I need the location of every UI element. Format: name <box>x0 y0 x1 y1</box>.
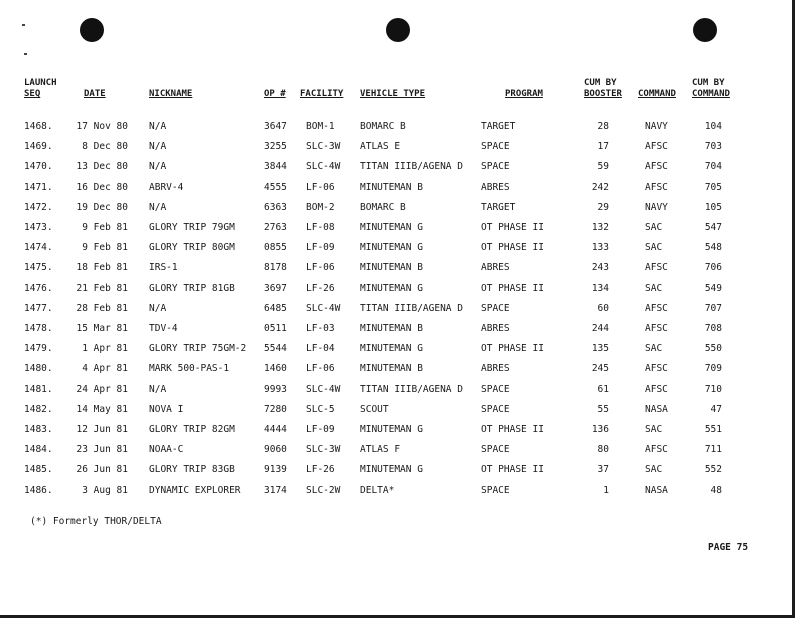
launch-seq-cell: 1482. <box>24 403 53 415</box>
launch-seq-cell: 1474. <box>24 242 53 254</box>
cum-command-cell: 48 <box>710 484 722 496</box>
facility-cell: LF-06 <box>306 181 335 193</box>
vehicle-type-cell: MINUTEMAN G <box>360 282 423 294</box>
op-number-cell: 0511 <box>264 323 287 334</box>
launch-seq-cell: 1472. <box>24 201 53 213</box>
cum-booster-cell: 245 <box>591 363 609 375</box>
command-cell: AFSC <box>645 323 668 334</box>
cum-booster-cell: 244 <box>591 323 609 334</box>
cum-booster-cell: 80 <box>597 444 609 456</box>
nickname-cell: N/A <box>149 383 167 395</box>
cum-booster-cell: 55 <box>597 403 609 415</box>
command-cell: AFSC <box>645 383 668 395</box>
facility-cell: LF-03 <box>306 323 335 334</box>
op-number-cell: 3174 <box>264 484 287 496</box>
command-cell: AFSC <box>645 262 668 274</box>
facility-cell: SLC-3W <box>306 444 341 456</box>
op-number-cell: 7280 <box>264 403 287 415</box>
program-cell: OT PHASE II <box>481 282 544 294</box>
date-cell: 9 Feb 81 <box>82 242 128 254</box>
launch-seq-cell: 1485. <box>24 464 53 476</box>
date-cell: 23 Jun 81 <box>76 444 128 456</box>
date-cell: 4 Apr 81 <box>82 363 128 375</box>
date-cell: 28 Feb 81 <box>76 302 128 314</box>
cum-booster-cell: 59 <box>597 161 609 173</box>
launch-seq-cell: 1468. <box>24 121 53 132</box>
cum-command-cell: 47 <box>710 403 722 415</box>
header-op: OP # <box>264 89 286 99</box>
nickname-cell: MARK 500-PAS-1 <box>149 363 230 375</box>
program-cell: SPACE <box>481 141 510 153</box>
table-row <box>0 283 795 297</box>
facility-cell: LF-26 <box>306 464 335 476</box>
date-cell: 24 Apr 81 <box>76 383 128 395</box>
op-number-cell: 4444 <box>264 424 287 435</box>
page-number: PAGE 75 <box>708 542 749 553</box>
facility-cell: LF-08 <box>306 222 335 233</box>
op-number-cell: 2763 <box>264 222 287 233</box>
cum-booster-cell: 60 <box>597 302 609 314</box>
nickname-cell: N/A <box>149 121 167 132</box>
nickname-cell: GLORY TRIP 80GM <box>149 242 235 254</box>
program-cell: OT PHASE II <box>481 242 544 254</box>
table-row <box>0 343 795 357</box>
nickname-cell: NOVA I <box>149 403 184 415</box>
table-row <box>0 121 795 135</box>
vehicle-type-cell: MINUTEMAN B <box>360 262 423 274</box>
launch-seq-cell: 1469. <box>24 141 53 153</box>
program-cell: TARGET <box>481 201 516 213</box>
command-cell: SAC <box>645 424 663 435</box>
program-cell: OT PHASE II <box>481 464 544 476</box>
scan-speck <box>24 53 27 55</box>
launch-seq-cell: 1471. <box>24 181 53 193</box>
cum-booster-cell: 134 <box>591 282 609 294</box>
launch-seq-cell: 1483. <box>24 424 53 435</box>
op-number-cell: 6363 <box>264 201 287 213</box>
program-cell: ABRES <box>481 181 510 193</box>
table-row <box>0 141 795 155</box>
op-number-cell: 3255 <box>264 141 287 153</box>
vehicle-type-cell: SCOUT <box>360 403 389 415</box>
table-row <box>0 262 795 276</box>
cum-booster-cell: 61 <box>597 383 609 395</box>
header-cum-command-line2: COMMAND <box>692 89 730 99</box>
op-number-cell: 0855 <box>264 242 287 254</box>
cum-command-cell: 706 <box>704 262 722 274</box>
cum-booster-cell: 28 <box>597 121 609 132</box>
cum-booster-cell: 243 <box>591 262 609 274</box>
facility-cell: SLC-3W <box>306 141 341 153</box>
facility-cell: LF-09 <box>306 424 335 435</box>
date-cell: 13 Dec 80 <box>76 161 128 173</box>
facility-cell: SLC-4W <box>306 383 341 395</box>
table-row <box>0 242 795 256</box>
cum-command-cell: 704 <box>704 161 722 173</box>
vehicle-type-cell: TITAN IIIB/AGENA D <box>360 161 463 173</box>
nickname-cell: GLORY TRIP 82GM <box>149 424 235 435</box>
cum-command-cell: 549 <box>704 282 722 294</box>
punch-hole-center <box>386 18 410 42</box>
vehicle-type-cell: MINUTEMAN B <box>360 363 423 375</box>
date-cell: 17 Nov 80 <box>76 121 128 132</box>
vehicle-type-cell: MINUTEMAN G <box>360 242 423 254</box>
header-program: PROGRAM <box>505 89 543 99</box>
vehicle-type-cell: MINUTEMAN G <box>360 464 423 476</box>
launch-seq-cell: 1477. <box>24 302 53 314</box>
table-row <box>0 303 795 317</box>
table-row <box>0 485 795 499</box>
program-cell: ABRES <box>481 262 510 274</box>
nickname-cell: NOAA-C <box>149 444 184 456</box>
program-cell: ABRES <box>481 363 510 375</box>
cum-command-cell: 709 <box>704 363 722 375</box>
cum-command-cell: 708 <box>704 323 722 334</box>
date-cell: 3 Aug 81 <box>82 484 128 496</box>
header-facility: FACILITY <box>300 89 344 99</box>
command-cell: SAC <box>645 242 663 254</box>
header-cum-command-line1: CUM BY <box>692 78 725 88</box>
cum-booster-cell: 37 <box>597 464 609 476</box>
op-number-cell: 6485 <box>264 302 287 314</box>
vehicle-type-cell: MINUTEMAN G <box>360 343 423 355</box>
op-number-cell: 4555 <box>264 181 287 193</box>
launch-seq-cell: 1486. <box>24 484 53 496</box>
command-cell: AFSC <box>645 302 668 314</box>
header-launch-seq-line1: LAUNCH <box>24 78 57 88</box>
cum-command-cell: 548 <box>704 242 722 254</box>
facility-cell: LF-26 <box>306 282 335 294</box>
facility-cell: LF-09 <box>306 242 335 254</box>
nickname-cell: N/A <box>149 302 167 314</box>
vehicle-type-cell: ATLAS E <box>360 141 401 153</box>
scan-speck <box>22 24 25 26</box>
header-vehicle-type: VEHICLE TYPE <box>360 89 426 99</box>
vehicle-type-cell: MINUTEMAN G <box>360 222 423 233</box>
date-cell: 1 Apr 81 <box>82 343 128 355</box>
command-cell: AFSC <box>645 161 668 173</box>
launch-seq-cell: 1475. <box>24 262 53 274</box>
table-row <box>0 404 795 418</box>
table-row <box>0 444 795 458</box>
command-cell: NASA <box>645 484 668 496</box>
op-number-cell: 8178 <box>264 262 287 274</box>
nickname-cell: GLORY TRIP 79GM <box>149 222 235 233</box>
vehicle-type-cell: MINUTEMAN G <box>360 424 423 435</box>
program-cell: OT PHASE II <box>481 424 544 435</box>
table-row <box>0 464 795 478</box>
program-cell: TARGET <box>481 121 516 132</box>
vehicle-type-cell: ATLAS F <box>360 444 401 456</box>
header-cum-booster <box>584 78 622 100</box>
program-cell: ABRES <box>481 323 510 334</box>
cum-command-cell: 705 <box>704 181 722 193</box>
cum-command-cell: 707 <box>704 302 722 314</box>
cum-booster-cell: 135 <box>591 343 609 355</box>
nickname-cell: IRS-1 <box>149 262 178 274</box>
command-cell: AFSC <box>645 444 668 456</box>
command-cell: NAVY <box>645 201 668 213</box>
command-cell: NASA <box>645 403 668 415</box>
launch-seq-cell: 1470. <box>24 161 53 173</box>
program-cell: SPACE <box>481 403 510 415</box>
cum-booster-cell: 133 <box>591 242 609 254</box>
cum-command-cell: 711 <box>704 444 722 456</box>
op-number-cell: 3647 <box>264 121 287 132</box>
footnote: (*) Formerly THOR/DELTA <box>30 516 162 527</box>
nickname-cell: GLORY TRIP 83GB <box>149 464 235 476</box>
program-cell: SPACE <box>481 161 510 173</box>
launch-seq-cell: 1476. <box>24 282 53 294</box>
table-row <box>0 384 795 398</box>
cum-command-cell: 550 <box>704 343 722 355</box>
nickname-cell: GLORY TRIP 75GM-2 <box>149 343 247 355</box>
header-cum-command <box>692 78 730 100</box>
nickname-cell: GLORY TRIP 81GB <box>149 282 235 294</box>
header-nickname: NICKNAME <box>149 89 193 99</box>
vehicle-type-cell: BOMARC B <box>360 201 406 213</box>
launch-seq-cell: 1484. <box>24 444 53 456</box>
vehicle-type-cell: BOMARC B <box>360 121 406 132</box>
vehicle-type-cell: DELTA* <box>360 484 395 496</box>
cum-booster-cell: 242 <box>591 181 609 193</box>
op-number-cell: 3697 <box>264 282 287 294</box>
program-cell: SPACE <box>481 484 510 496</box>
command-cell: AFSC <box>645 363 668 375</box>
table-row <box>0 424 795 438</box>
launch-seq-cell: 1481. <box>24 383 53 395</box>
date-cell: 26 Jun 81 <box>76 464 128 476</box>
program-cell: SPACE <box>481 302 510 314</box>
date-cell: 18 Feb 81 <box>76 262 128 274</box>
op-number-cell: 9993 <box>264 383 287 395</box>
command-cell: AFSC <box>645 181 668 193</box>
program-cell: OT PHASE II <box>481 222 544 233</box>
facility-cell: LF-06 <box>306 262 335 274</box>
cum-booster-cell: 1 <box>603 484 609 496</box>
cum-command-cell: 547 <box>704 222 722 233</box>
program-cell: OT PHASE II <box>481 343 544 355</box>
date-cell: 19 Dec 80 <box>76 201 128 213</box>
header-cum-booster-line1: CUM BY <box>584 78 617 88</box>
vehicle-type-cell: TITAN IIIB/AGENA D <box>360 302 463 314</box>
nickname-cell: TDV-4 <box>149 323 178 334</box>
op-number-cell: 5544 <box>264 343 287 355</box>
table-row <box>0 222 795 236</box>
command-cell: AFSC <box>645 141 668 153</box>
op-number-cell: 3844 <box>264 161 287 173</box>
nickname-cell: DYNAMIC EXPLORER <box>149 484 241 496</box>
facility-cell: SLC-4W <box>306 302 341 314</box>
cum-command-cell: 552 <box>704 464 722 476</box>
vehicle-type-cell: MINUTEMAN B <box>360 181 423 193</box>
date-cell: 16 Dec 80 <box>76 181 128 193</box>
punch-hole-right <box>693 18 717 42</box>
nickname-cell: ABRV-4 <box>149 181 184 193</box>
date-cell: 21 Feb 81 <box>76 282 128 294</box>
facility-cell: BOM-1 <box>306 121 335 132</box>
command-cell: NAVY <box>645 121 668 132</box>
program-cell: SPACE <box>481 444 510 456</box>
nickname-cell: N/A <box>149 141 167 153</box>
vehicle-type-cell: TITAN IIIB/AGENA D <box>360 383 463 395</box>
header-command: COMMAND <box>638 89 676 99</box>
cum-command-cell: 105 <box>704 201 722 213</box>
date-cell: 12 Jun 81 <box>76 424 128 435</box>
launch-seq-cell: 1480. <box>24 363 53 375</box>
launch-seq-cell: 1478. <box>24 323 53 334</box>
op-number-cell: 9060 <box>264 444 287 456</box>
op-number-cell: 1460 <box>264 363 287 375</box>
vehicle-type-cell: MINUTEMAN B <box>360 323 423 334</box>
cum-command-cell: 703 <box>704 141 722 153</box>
header-cum-booster-line2: BOOSTER <box>584 89 622 99</box>
command-cell: SAC <box>645 464 663 476</box>
date-cell: 14 May 81 <box>76 403 128 415</box>
facility-cell: LF-04 <box>306 343 335 355</box>
facility-cell: SLC-2W <box>306 484 341 496</box>
cum-command-cell: 104 <box>704 121 722 132</box>
command-cell: SAC <box>645 343 663 355</box>
cum-booster-cell: 132 <box>591 222 609 233</box>
table-row <box>0 202 795 216</box>
facility-cell: SLC-5 <box>306 403 335 415</box>
program-cell: SPACE <box>481 383 510 395</box>
facility-cell: SLC-4W <box>306 161 341 173</box>
header-launch-seq-line2: SEQ <box>24 89 41 99</box>
nickname-cell: N/A <box>149 161 167 173</box>
launch-seq-cell: 1479. <box>24 343 53 355</box>
facility-cell: BOM-2 <box>306 201 335 213</box>
table-row <box>0 182 795 196</box>
nickname-cell: N/A <box>149 201 167 213</box>
table-row <box>0 323 795 337</box>
command-cell: SAC <box>645 282 663 294</box>
cum-booster-cell: 17 <box>597 141 609 153</box>
facility-cell: LF-06 <box>306 363 335 375</box>
punch-hole-left <box>80 18 104 42</box>
date-cell: 9 Feb 81 <box>82 222 128 233</box>
table-row <box>0 363 795 377</box>
cum-booster-cell: 29 <box>597 201 609 213</box>
command-cell: SAC <box>645 222 663 233</box>
date-cell: 8 Dec 80 <box>82 141 128 153</box>
launch-seq-cell: 1473. <box>24 222 53 233</box>
op-number-cell: 9139 <box>264 464 287 476</box>
header-launch-seq <box>24 78 57 100</box>
table-row <box>0 161 795 175</box>
cum-command-cell: 710 <box>704 383 722 395</box>
date-cell: 15 Mar 81 <box>76 323 128 334</box>
cum-command-cell: 551 <box>704 424 722 435</box>
cum-booster-cell: 136 <box>591 424 609 435</box>
header-date: DATE <box>84 89 106 99</box>
